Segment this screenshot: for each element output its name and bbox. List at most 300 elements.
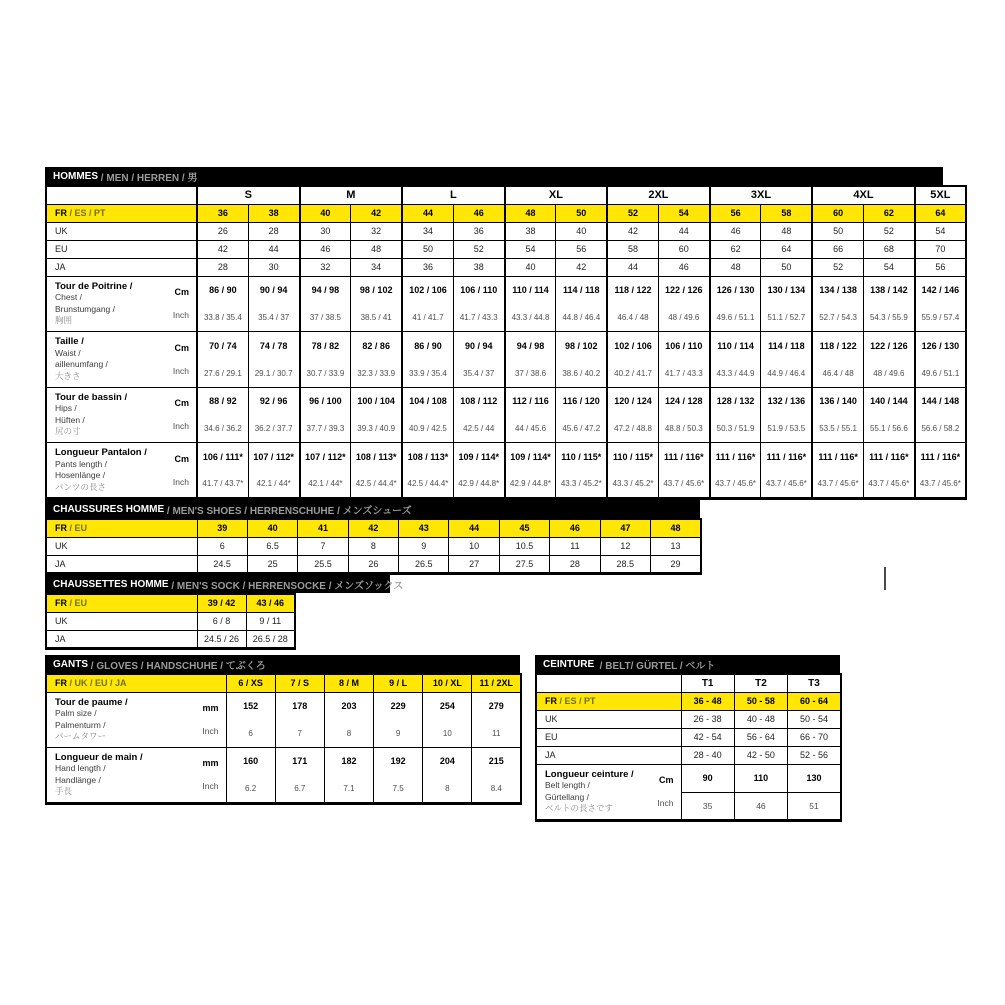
- shoes-ja-cell: 26: [348, 555, 398, 573]
- men-measure-1-value-top: 70 / 74: [209, 340, 237, 351]
- men-measure-0-cell-values: [351, 277, 401, 332]
- shoes-ja-cell: 25: [247, 555, 297, 573]
- men-measure-3-cell-values: [454, 443, 504, 497]
- men-measure-2-value-bottom: 39.3 / 40.9: [357, 424, 396, 434]
- men-measure-0-cell: [300, 276, 351, 332]
- shoes-ja-cell: 27.5: [499, 555, 549, 573]
- men-measure-0-cell: [197, 276, 248, 332]
- belt-length-cm-row: [536, 764, 841, 792]
- unit-bottom: Inch: [202, 781, 219, 791]
- men-measure-2-label-lines: [55, 392, 127, 439]
- men-measure-1-cell: [300, 332, 351, 388]
- men-measure-0-cell: [556, 276, 607, 332]
- men-measure-3-value-top: 108 / 113*: [407, 451, 449, 462]
- shoes-fr-row: [46, 519, 701, 537]
- belt-ja-cell: 52 - 56: [788, 746, 841, 764]
- men-measure-1-label-line: Taille /: [55, 336, 84, 347]
- men-measure-2-label-line: Hüften /: [55, 414, 85, 425]
- gloves-measure-1-value-top: 215: [488, 756, 504, 767]
- men-ja-row: [46, 258, 966, 276]
- men-measure-2-label-content: [47, 388, 196, 443]
- gloves-fr-cell: 6 / XS: [226, 674, 275, 692]
- unit-top: Cm: [174, 342, 189, 353]
- fr-label-secondary: / EU: [67, 598, 88, 609]
- men-measure-1-value-bottom: 49.6 / 51.1: [921, 368, 960, 378]
- men-measure-3-cell-values: [556, 443, 606, 497]
- gloves-measure-1-cell: [472, 747, 521, 803]
- men-measure-2-cell: [248, 387, 299, 443]
- gloves-measure-0-label-line: Palm size /: [55, 708, 97, 718]
- men-measure-1-cell: [505, 332, 556, 388]
- men-measure-1-value-top: 82 / 86: [362, 340, 390, 351]
- men-measure-0-cell: [812, 276, 863, 332]
- men-measure-0-value-bottom: 54.3 / 55.9: [869, 313, 908, 323]
- men-measure-0-label-line: Chest /: [55, 292, 82, 302]
- fr-label-strong: FR: [55, 598, 67, 609]
- men-eu-cell: 56: [556, 240, 607, 258]
- men-ja-label: JA: [46, 258, 197, 276]
- gloves-table-grid: [45, 673, 522, 805]
- men-fr-cell: 62: [863, 204, 914, 222]
- men-measure-3-cell-values: [864, 443, 914, 497]
- gloves-title: GANTS: [53, 658, 88, 670]
- men-measure-3-value-bottom: 42.9 / 44.8*: [458, 479, 500, 489]
- men-title-secondary: / MEN / HERREN / 男: [98, 172, 198, 184]
- men-measure-3-cell-values: [198, 443, 248, 497]
- men-eu-cell: 42: [197, 240, 248, 258]
- shoes-uk-cell: 9: [399, 537, 449, 555]
- stray-mark: [884, 567, 886, 590]
- men-measure-2-cell: [402, 387, 453, 443]
- men-measure-3-cell: [863, 443, 914, 499]
- shoes-ja-cell: 24.5: [197, 555, 247, 573]
- gloves-measure-1-cell: [324, 747, 373, 803]
- men-size-group-row: [46, 186, 966, 204]
- men-measure-2-value-bottom: 36.2 / 37.7: [254, 424, 293, 434]
- men-measure-2-value-bottom: 47.2 / 48.8: [614, 424, 652, 434]
- men-measure-3-cell-values: [761, 443, 811, 497]
- men-measure-1-cell: [710, 332, 761, 388]
- shoes-fr-cell: 48: [651, 519, 701, 537]
- belt-eu-cell: 42 - 54: [681, 728, 734, 746]
- men-measure-2-cell-values: [608, 388, 658, 443]
- men-uk-cell: 50: [812, 222, 863, 240]
- gloves-measure-1-value-bottom: 8: [445, 783, 450, 793]
- men-measure-2-label-line: Hips /: [55, 403, 77, 413]
- men-uk-cell: 34: [402, 222, 453, 240]
- shoes-size-table: [45, 500, 702, 575]
- men-ja-cell: 34: [351, 258, 402, 276]
- men-eu-label: EU: [46, 240, 197, 258]
- shoes-fr-cell: 46: [550, 519, 600, 537]
- men-measure-3-value-bottom: 42.5 / 44.4*: [355, 479, 397, 489]
- gloves-fr-cell: 10 / XL: [423, 674, 472, 692]
- men-uk-cell: 54: [915, 222, 966, 240]
- gloves-measure-0-cell-values: [325, 693, 373, 747]
- gloves-measure-0-value-bottom: 11: [492, 728, 501, 738]
- unit-top: mm: [202, 758, 219, 768]
- men-measure-0-value-bottom: 49.6 / 51.1: [716, 313, 755, 323]
- men-measure-2-value-top: 100 / 104: [357, 396, 395, 407]
- shoes-uk-cell: 11: [550, 537, 600, 555]
- gloves-measure-0-value-top: 254: [439, 701, 455, 712]
- men-measure-1-cell-values: [249, 332, 299, 387]
- socks-ja-label: JA: [46, 630, 197, 648]
- men-measure-0-value-bottom: 43.3 / 44.8: [511, 313, 550, 323]
- men-size-group-cell: 5XL: [915, 186, 966, 204]
- men-measure-1-cell: [658, 332, 709, 388]
- socks-ja-row: [46, 630, 295, 648]
- men-measure-0-cell: [248, 276, 299, 332]
- men-ja-cell: 32: [300, 258, 351, 276]
- gloves-measure-1-value-bottom: 6.7: [294, 783, 306, 793]
- men-measure-2-cell-values: [506, 388, 556, 443]
- men-measure-1-cell-values: [301, 332, 351, 387]
- men-measure-1-value-top: 86 / 90: [414, 340, 442, 351]
- shoes-title: CHAUSSURES HOMME: [53, 503, 165, 515]
- fr-label-strong: FR: [55, 208, 67, 218]
- gloves-measure-0-value-top: 152: [243, 701, 259, 712]
- gloves-title-bar: [45, 655, 520, 673]
- socks-uk-cell: 6 / 8: [197, 612, 246, 630]
- men-measure-0-value-bottom: 38.5 / 41: [360, 313, 392, 323]
- fr-label-secondary: / ES / PT: [67, 208, 106, 218]
- men-measure-3-cell-values: [249, 443, 299, 497]
- men-measure-3-cell-values: [608, 443, 658, 497]
- men-measure-1-value-bottom: 43.3 / 44.9: [716, 368, 755, 378]
- men-measure-1-cell-values: [198, 332, 248, 387]
- men-measure-0-cell-values: [608, 277, 658, 332]
- men-group-blank-cell: [46, 186, 197, 204]
- men-measure-1-value-top: 122 / 126: [870, 340, 908, 351]
- shoes-fr-cell: 40: [247, 519, 297, 537]
- fr-size-label: [46, 204, 197, 222]
- men-measure-0-value-bottom: 35.4 / 37: [258, 313, 290, 323]
- men-measure-2-cell-values: [711, 388, 761, 443]
- belt-table-grid: [535, 673, 842, 822]
- men-measure-3-value-bottom: 42.1 / 44*: [256, 479, 291, 489]
- men-measure-3-label-line: Longueur Pantalon /: [55, 447, 147, 458]
- men-measure-2-label: [46, 387, 197, 443]
- gloves-measure-1-value-top: 160: [243, 756, 259, 767]
- men-measure-1-value-bottom: 40.2 / 41.7: [614, 368, 652, 378]
- shoes-ja-cell: 28.5: [600, 555, 650, 573]
- men-size-group-cell: M: [300, 186, 403, 204]
- shoes-table-body: [45, 518, 702, 575]
- men-measure-3-value-top: 111 / 116*: [920, 451, 961, 462]
- men-uk-cell: 30: [300, 222, 351, 240]
- gloves-measure-1-value-top: 204: [439, 756, 455, 767]
- men-measure-1-value-bottom: 48 / 49.6: [873, 368, 905, 378]
- gloves-measure-1-cell-values: [276, 748, 324, 802]
- belt-length-inch-cell: 51: [788, 792, 841, 820]
- men-measure-0-value-top: 126 / 130: [716, 285, 755, 296]
- socks-uk-label: UK: [46, 612, 197, 630]
- gloves-measure-0-value-top: 178: [292, 701, 308, 712]
- men-measure-2-value-top: 132 / 136: [767, 396, 806, 407]
- belt-uk-cell: 40 - 48: [734, 710, 787, 728]
- shoes-uk-label: UK: [46, 537, 197, 555]
- men-measure-2-cell: [607, 387, 658, 443]
- men-measure-1-label-lines: [55, 336, 108, 383]
- belt-uk-cell: 50 - 54: [788, 710, 841, 728]
- men-measure-2-cell-values: [198, 388, 248, 443]
- shoes-fr-cell: 44: [449, 519, 499, 537]
- unit-bottom: Inch: [172, 365, 189, 376]
- socks-uk-cell: 9 / 11: [246, 612, 295, 630]
- men-measure-0-cell-values: [711, 277, 761, 332]
- men-measure-2-value-bottom: 44 / 45.6: [514, 424, 547, 434]
- men-measure-2-value-bottom: 53.5 / 55.1: [819, 424, 857, 434]
- belt-fr-cell: 36 - 48: [681, 692, 734, 710]
- gloves-measure-1-value-bottom: 7.5: [392, 783, 404, 793]
- men-measure-0-cell-values: [506, 277, 556, 332]
- belt-length-inch-cell: 35: [681, 792, 734, 820]
- men-eu-cell: 64: [761, 240, 812, 258]
- men-measure-1-value-bottom: 46.4 / 48: [822, 368, 854, 378]
- socks-ja-cell: 24.5 / 26: [197, 630, 246, 648]
- gloves-measure-0-label-content: [47, 693, 226, 747]
- men-measure-1-cell-values: [813, 332, 863, 387]
- men-measure-1-cell-values: [403, 332, 453, 387]
- men-measure-1-cell-values: [916, 332, 965, 387]
- gloves-measure-1-label-content: [47, 748, 226, 802]
- men-measure-0-label-line: 胸囲: [55, 315, 73, 325]
- men-measure-1-value-bottom: 29.1 / 30.7: [254, 368, 293, 378]
- men-measure-2-value-top: 88 / 92: [209, 396, 237, 407]
- men-size-table: [45, 167, 967, 500]
- men-measure-0-value-top: 94 / 98: [311, 285, 340, 296]
- gloves-measure-0-value-top: 279: [488, 701, 504, 712]
- shoes-uk-cell: 13: [651, 537, 701, 555]
- men-measure-0-value-top: 114 / 118: [563, 285, 600, 296]
- men-measure-1-cell-values: [454, 332, 504, 387]
- men-measure-2-cell-values: [403, 388, 453, 443]
- men-fr-row: [46, 204, 966, 222]
- men-measure-3-value-top: 106 / 111*: [202, 451, 243, 462]
- men-measure-2-cell-values: [249, 388, 299, 443]
- men-measure-2-cell: [812, 387, 863, 443]
- men-measure-2-cell-values: [454, 388, 504, 443]
- men-fr-cell: 44: [402, 204, 453, 222]
- men-measure-0-cell: [863, 276, 914, 332]
- belt-eu-cell: 56 - 64: [734, 728, 787, 746]
- men-table-body: [45, 185, 967, 500]
- men-fr-cell: 58: [761, 204, 812, 222]
- men-measure-1-value-bottom: 33.9 / 35.4: [409, 368, 447, 378]
- men-measure-3-value-bottom: 43.7 / 45.6*: [919, 479, 961, 489]
- men-measure-0-value-top: 122 / 126: [665, 285, 703, 296]
- unit-top: Cm: [174, 287, 189, 298]
- belt-length-label: [536, 764, 681, 820]
- belt-length-cm-cell: 90: [681, 764, 734, 792]
- men-measure-2-value-bottom: 50.3 / 51.9: [716, 424, 755, 434]
- men-title-bar: [45, 167, 943, 185]
- men-eu-cell: 68: [863, 240, 914, 258]
- men-measure-2-value-bottom: 42.5 / 44: [463, 424, 495, 434]
- men-measure-0-value-bottom: 52.7 / 54.3: [819, 313, 857, 323]
- men-measure-1-value-bottom: 44.9 / 46.4: [767, 368, 806, 378]
- men-measure-0-value-bottom: 51.1 / 52.7: [767, 313, 806, 323]
- belt-uk-row: [536, 710, 841, 728]
- men-measure-0-value-bottom: 44.8 / 46.4: [562, 313, 601, 323]
- men-measure-2-cell-values: [301, 388, 351, 443]
- men-measure-2-cell: [863, 387, 914, 443]
- men-measure-1-label-line: Waist /: [55, 347, 81, 358]
- men-measure-1-value-bottom: 27.6 / 29.1: [203, 368, 242, 378]
- gloves-measure-0-value-bottom: 7: [297, 728, 302, 738]
- gloves-fr-cell: 8 / M: [324, 674, 373, 692]
- men-uk-row: [46, 222, 966, 240]
- men-measure-3-value-top: 108 / 113*: [355, 451, 397, 462]
- men-measure-3-value-bottom: 42.5 / 44.4*: [407, 479, 449, 489]
- men-measure-2-value-bottom: 40.9 / 42.5: [409, 424, 447, 434]
- men-measure-1-cell: [556, 332, 607, 388]
- men-measure-1-value-top: 94 / 98: [516, 340, 545, 351]
- unit-top: Cm: [174, 398, 189, 409]
- men-measure-2-cell: [453, 387, 504, 443]
- socks-table-body: [45, 593, 390, 650]
- gloves-measure-0-value-bottom: 6: [248, 728, 253, 738]
- men-eu-cell: 46: [300, 240, 351, 258]
- belt-fr-row: [536, 692, 841, 710]
- men-measure-0-cell: [710, 276, 761, 332]
- men-measure-2-cell-values: [864, 388, 914, 443]
- men-size-group-cell: XL: [505, 186, 608, 204]
- fr-label-secondary: / ES / PT: [557, 696, 596, 706]
- men-measure-3-cell-values: [711, 443, 761, 497]
- unit-top: Cm: [658, 775, 674, 785]
- shoes-uk-cell: 10.5: [499, 537, 549, 555]
- belt-t-header-cell: T2: [734, 674, 787, 692]
- men-ja-cell: 44: [607, 258, 658, 276]
- gloves-measure-1-value-top: 171: [292, 756, 308, 767]
- men-measure-2-cell: [710, 387, 761, 443]
- shoes-uk-cell: 6.5: [247, 537, 297, 555]
- men-measure-1-cell: [761, 332, 812, 388]
- unit-bottom: Inch: [172, 310, 189, 321]
- gloves-measure-0-value-top: 229: [390, 701, 406, 712]
- men-measure-2-value-top: 140 / 144: [870, 396, 908, 407]
- men-measure-3-value-bottom: 42.1 / 44*: [308, 479, 343, 489]
- men-size-group-cell: S: [197, 186, 300, 204]
- men-measure-1-cell: [607, 332, 658, 388]
- fr-size-label: [46, 674, 226, 692]
- gloves-measure-0-cell-values: [276, 693, 324, 747]
- belt-t-header-cell: T1: [681, 674, 734, 692]
- men-measure-0-cell: [915, 276, 966, 332]
- men-measure-3-value-bottom: 43.3 / 45.2*: [612, 479, 654, 489]
- men-measure-2-cell: [658, 387, 709, 443]
- gloves-measure-0-label: [46, 692, 226, 747]
- men-ja-cell: 28: [197, 258, 248, 276]
- men-measure-3-value-top: 110 / 115*: [561, 451, 602, 462]
- men-measure-2-cell: [300, 387, 351, 443]
- men-measure-1-cell-values: [761, 332, 811, 387]
- men-measure-3-value-bottom: 43.7 / 45.6*: [663, 479, 705, 489]
- men-measure-3-value-bottom: 43.7 / 45.6*: [765, 479, 807, 489]
- men-eu-cell: 52: [453, 240, 504, 258]
- men-measure-0-value-bottom: 46.4 / 48: [617, 313, 649, 323]
- shoes-uk-cell: 12: [600, 537, 650, 555]
- socks-fr-row: [46, 594, 295, 612]
- gloves-measure-1-label-line: 手長: [55, 786, 73, 796]
- men-uk-cell: 40: [556, 222, 607, 240]
- shoes-fr-cell: 39: [197, 519, 247, 537]
- gloves-measure-1-label-units: [202, 752, 220, 798]
- men-measure-0-cell: [761, 276, 812, 332]
- gloves-fr-row: [46, 674, 521, 692]
- gloves-measure-0-cell: [423, 692, 472, 747]
- men-uk-cell: 28: [248, 222, 299, 240]
- men-measure-2-value-bottom: 56.6 / 58.2: [921, 424, 960, 434]
- socks-title: CHAUSSETTES HOMME: [53, 578, 169, 590]
- shoes-uk-row: [46, 537, 701, 555]
- belt-length-label-line: Belt length /: [545, 780, 590, 790]
- men-size-group-cell: 4XL: [812, 186, 915, 204]
- men-measure-2-cell: [197, 387, 248, 443]
- gloves-measure-0-cell-values: [423, 693, 471, 747]
- men-fr-cell: 38: [248, 204, 299, 222]
- men-measure-1-cell-values: [659, 332, 709, 387]
- men-measure-3-value-top: 111 / 116*: [715, 451, 756, 462]
- men-measure-3-cell: [351, 443, 402, 499]
- belt-fr-cell: 60 - 64: [788, 692, 841, 710]
- men-measure-0-label-content: [47, 277, 196, 332]
- unit-top: mm: [202, 703, 219, 713]
- gloves-measure-1-label-line: Longueur de main /: [55, 751, 143, 763]
- men-measure-1-value-top: 126 / 130: [921, 340, 960, 351]
- men-measure-0-label: [46, 276, 197, 332]
- men-fr-cell: 42: [351, 204, 402, 222]
- men-measure-0-value-top: 102 / 106: [409, 285, 447, 296]
- belt-eu-label: EU: [536, 728, 681, 746]
- belt-title: CEINTURE: [543, 658, 595, 670]
- men-measure-1-value-bottom: 35.4 / 37: [463, 368, 495, 378]
- gloves-measure-1-cell: [374, 747, 423, 803]
- men-measure-1-label-line: aillenumfang /: [55, 359, 108, 369]
- shoes-fr-cell: 45: [499, 519, 549, 537]
- unit-bottom: Inch: [172, 421, 189, 432]
- gloves-measure-0-value-top: 203: [341, 701, 357, 712]
- men-uk-cell: 44: [658, 222, 709, 240]
- fr-size-label: [46, 594, 197, 612]
- men-measure-0-value-top: 138 / 142: [870, 285, 908, 296]
- men-measure-3-cell: [710, 443, 761, 499]
- men-measure-2-value-top: 108 / 112: [460, 396, 498, 407]
- men-measure-1-value-bottom: 38.6 / 40.2: [562, 368, 601, 378]
- men-measure-2-cell-values: [351, 388, 401, 443]
- men-ja-cell: 48: [710, 258, 761, 276]
- men-measure-2-value-top: 128 / 132: [716, 396, 755, 407]
- men-measure-0-value-bottom: 55.9 / 57.4: [921, 313, 960, 323]
- socks-fr-cell: 39 / 42: [197, 594, 246, 612]
- men-measure-1-cell-values: [864, 332, 914, 387]
- men-uk-cell: 38: [505, 222, 556, 240]
- men-measure-3-value-bottom: 43.7 / 45.6*: [868, 479, 910, 489]
- men-measure-1-row: [46, 332, 966, 388]
- belt-length-inch-cell: 46: [734, 792, 787, 820]
- shoes-fr-cell: 41: [298, 519, 348, 537]
- belt-ja-cell: 42 - 50: [734, 746, 787, 764]
- gloves-measure-1-cell: [226, 747, 275, 803]
- men-measure-0-cell: [658, 276, 709, 332]
- belt-title-bar: [535, 655, 840, 673]
- men-measure-0-cell-values: [761, 277, 811, 332]
- socks-uk-row: [46, 612, 295, 630]
- gloves-measure-1-cell: [275, 747, 324, 803]
- men-measure-1-value-top: 74 / 78: [259, 340, 288, 351]
